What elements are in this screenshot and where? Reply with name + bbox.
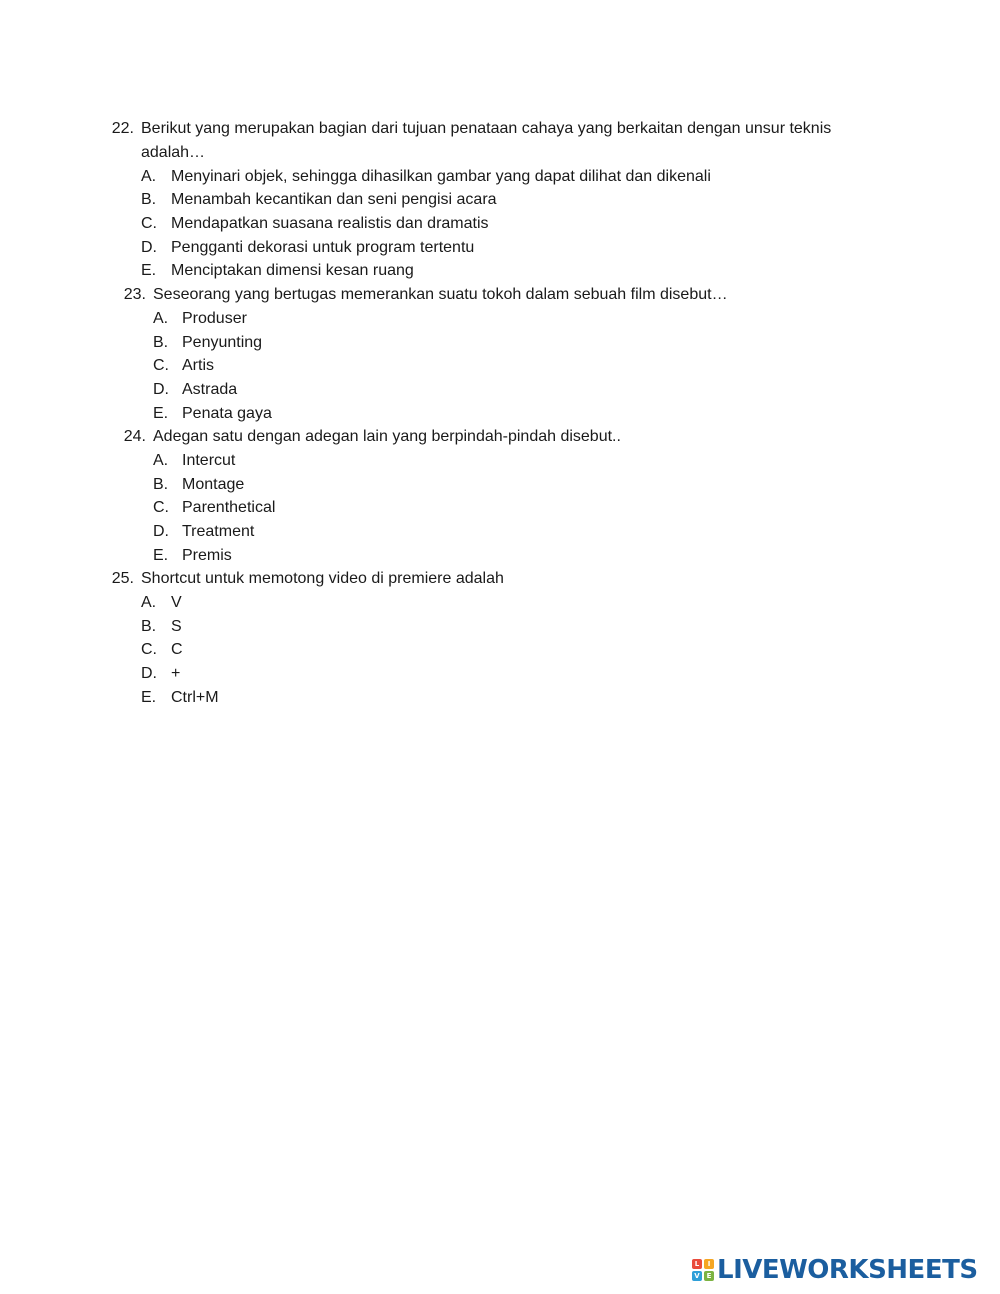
option-letter: E. <box>153 405 169 422</box>
option-text: Astrada <box>182 381 238 398</box>
option-letter: E. <box>141 262 157 279</box>
option-letter: E. <box>141 689 157 706</box>
option-letter: B. <box>141 191 157 208</box>
option-letter: D. <box>141 665 157 682</box>
option-letter: A. <box>141 168 157 185</box>
question-number: 23. <box>123 286 146 303</box>
option-letter: B. <box>141 618 157 635</box>
option-text: Premis <box>182 547 232 564</box>
logo-cell-v: V <box>692 1271 702 1281</box>
option-text: Menyinari objek, sehingga dihasilkan gambar yang dapat dilihat dan dikenali <box>171 168 711 185</box>
option-text: S <box>171 618 182 635</box>
logo-cell-l: L <box>692 1259 702 1269</box>
option-text: Intercut <box>182 452 236 469</box>
option-text: Artis <box>182 357 214 374</box>
option-letter: A. <box>153 452 169 469</box>
option-letter: A. <box>141 594 157 611</box>
option-text: Penyunting <box>182 334 263 351</box>
question-number: 25. <box>111 570 134 587</box>
question-text-continued: adalah… <box>141 144 206 161</box>
option-text: Menambah kecantikan dan seni pengisi acara <box>171 191 497 208</box>
option-text: Ctrl+M <box>171 689 219 706</box>
option-text: Pengganti dekorasi untuk program tertentu <box>171 239 475 256</box>
logo-cell-i: I <box>704 1259 714 1269</box>
liveworksheets-logo[interactable] <box>692 1257 978 1283</box>
option-letter: E. <box>153 547 169 564</box>
question-text: Adegan satu dengan adegan lain yang berpindah-pindah disebut.. <box>153 428 621 445</box>
option-text: + <box>171 665 181 682</box>
option-letter: D. <box>153 381 169 398</box>
question-text: Shortcut untuk memotong video di premiere adalah <box>141 570 504 587</box>
option-text: Menciptakan dimensi kesan ruang <box>171 262 414 279</box>
option-text: Penata gaya <box>182 405 272 422</box>
logo-cell-e: E <box>704 1271 714 1281</box>
option-text: Treatment <box>182 523 255 540</box>
question-number: 24. <box>123 428 146 445</box>
option-text: Parenthetical <box>182 499 276 516</box>
question-text: Seseorang yang bertugas memerankan suatu tokoh dalam sebuah film disebut… <box>153 286 728 303</box>
option-letter: B. <box>153 476 169 493</box>
option-letter: C. <box>153 499 169 516</box>
option-letter: B. <box>153 334 169 351</box>
option-letter: A. <box>153 310 169 327</box>
option-text: Mendapatkan suasana realistis dan dramatis <box>171 215 489 232</box>
option-text: V <box>171 594 182 611</box>
option-text: Montage <box>182 476 245 493</box>
logo-wordmark: LIVEWORKSHEETS <box>717 1255 978 1285</box>
option-letter: D. <box>153 523 169 540</box>
option-letter: D. <box>141 239 157 256</box>
option-letter: C. <box>141 641 157 658</box>
option-letter: C. <box>141 215 157 232</box>
option-text: C <box>171 641 183 658</box>
option-text: Produser <box>182 310 247 327</box>
question-text: Berikut yang merupakan bagian dari tujuan penataan cahaya yang berkaitan dengan unsur teknis <box>141 120 832 137</box>
option-letter: C. <box>153 357 169 374</box>
logo-mark-icon <box>692 1259 714 1281</box>
question-number: 22. <box>111 120 134 137</box>
